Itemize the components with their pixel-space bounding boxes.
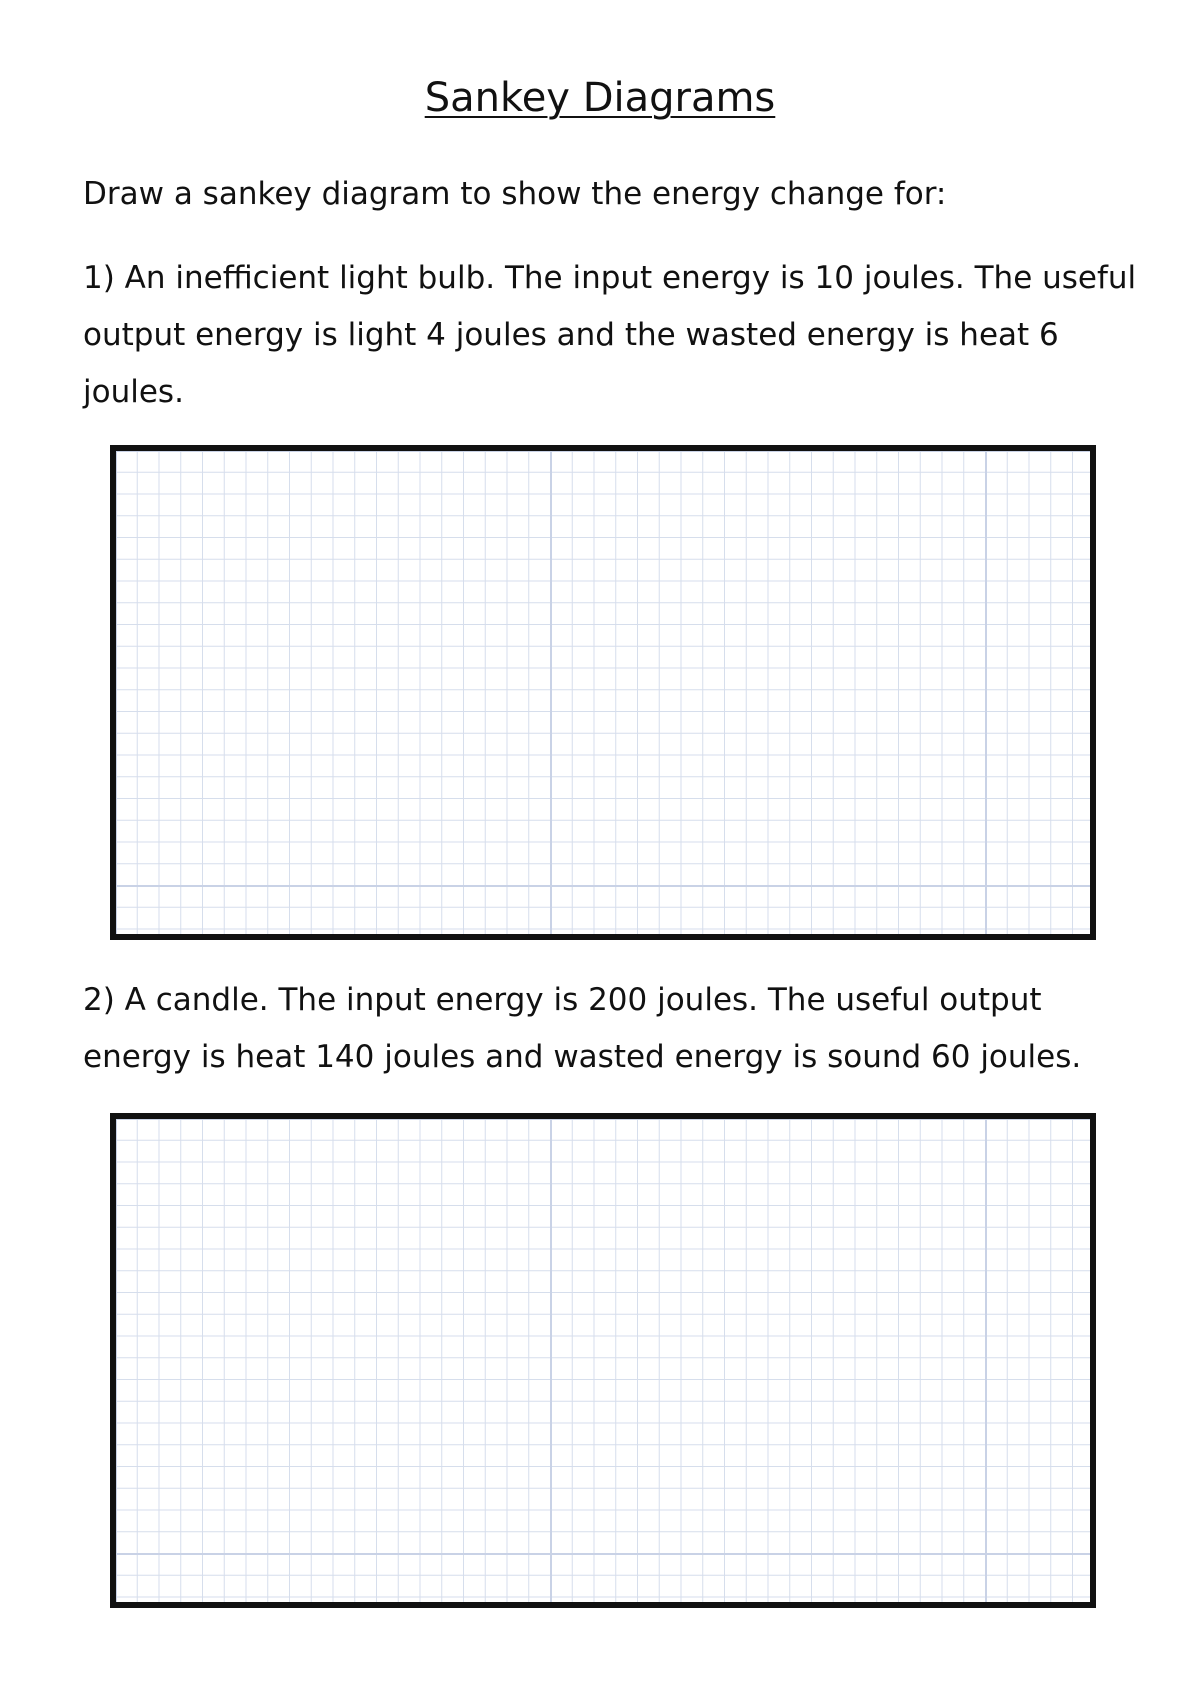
question-1-text: 1) An inefficient light bulb. The input energy is 10 joules. The useful output energy is light 4 joules and the wasted energy is heat 6 joules. xyxy=(83,260,1137,410)
question-1-graph-paper[interactable] xyxy=(110,445,1096,940)
question-2-graph-paper[interactable] xyxy=(110,1113,1096,1608)
question-2-text: 2) A candle. The input energy is 200 joules. The useful output energy is heat 140 joules and wasted energy is sound 60 joules. xyxy=(83,982,1082,1075)
page-title: Sankey Diagrams xyxy=(424,75,776,121)
instruction-text: Draw a sankey diagram to show the energy change for: xyxy=(83,176,947,212)
